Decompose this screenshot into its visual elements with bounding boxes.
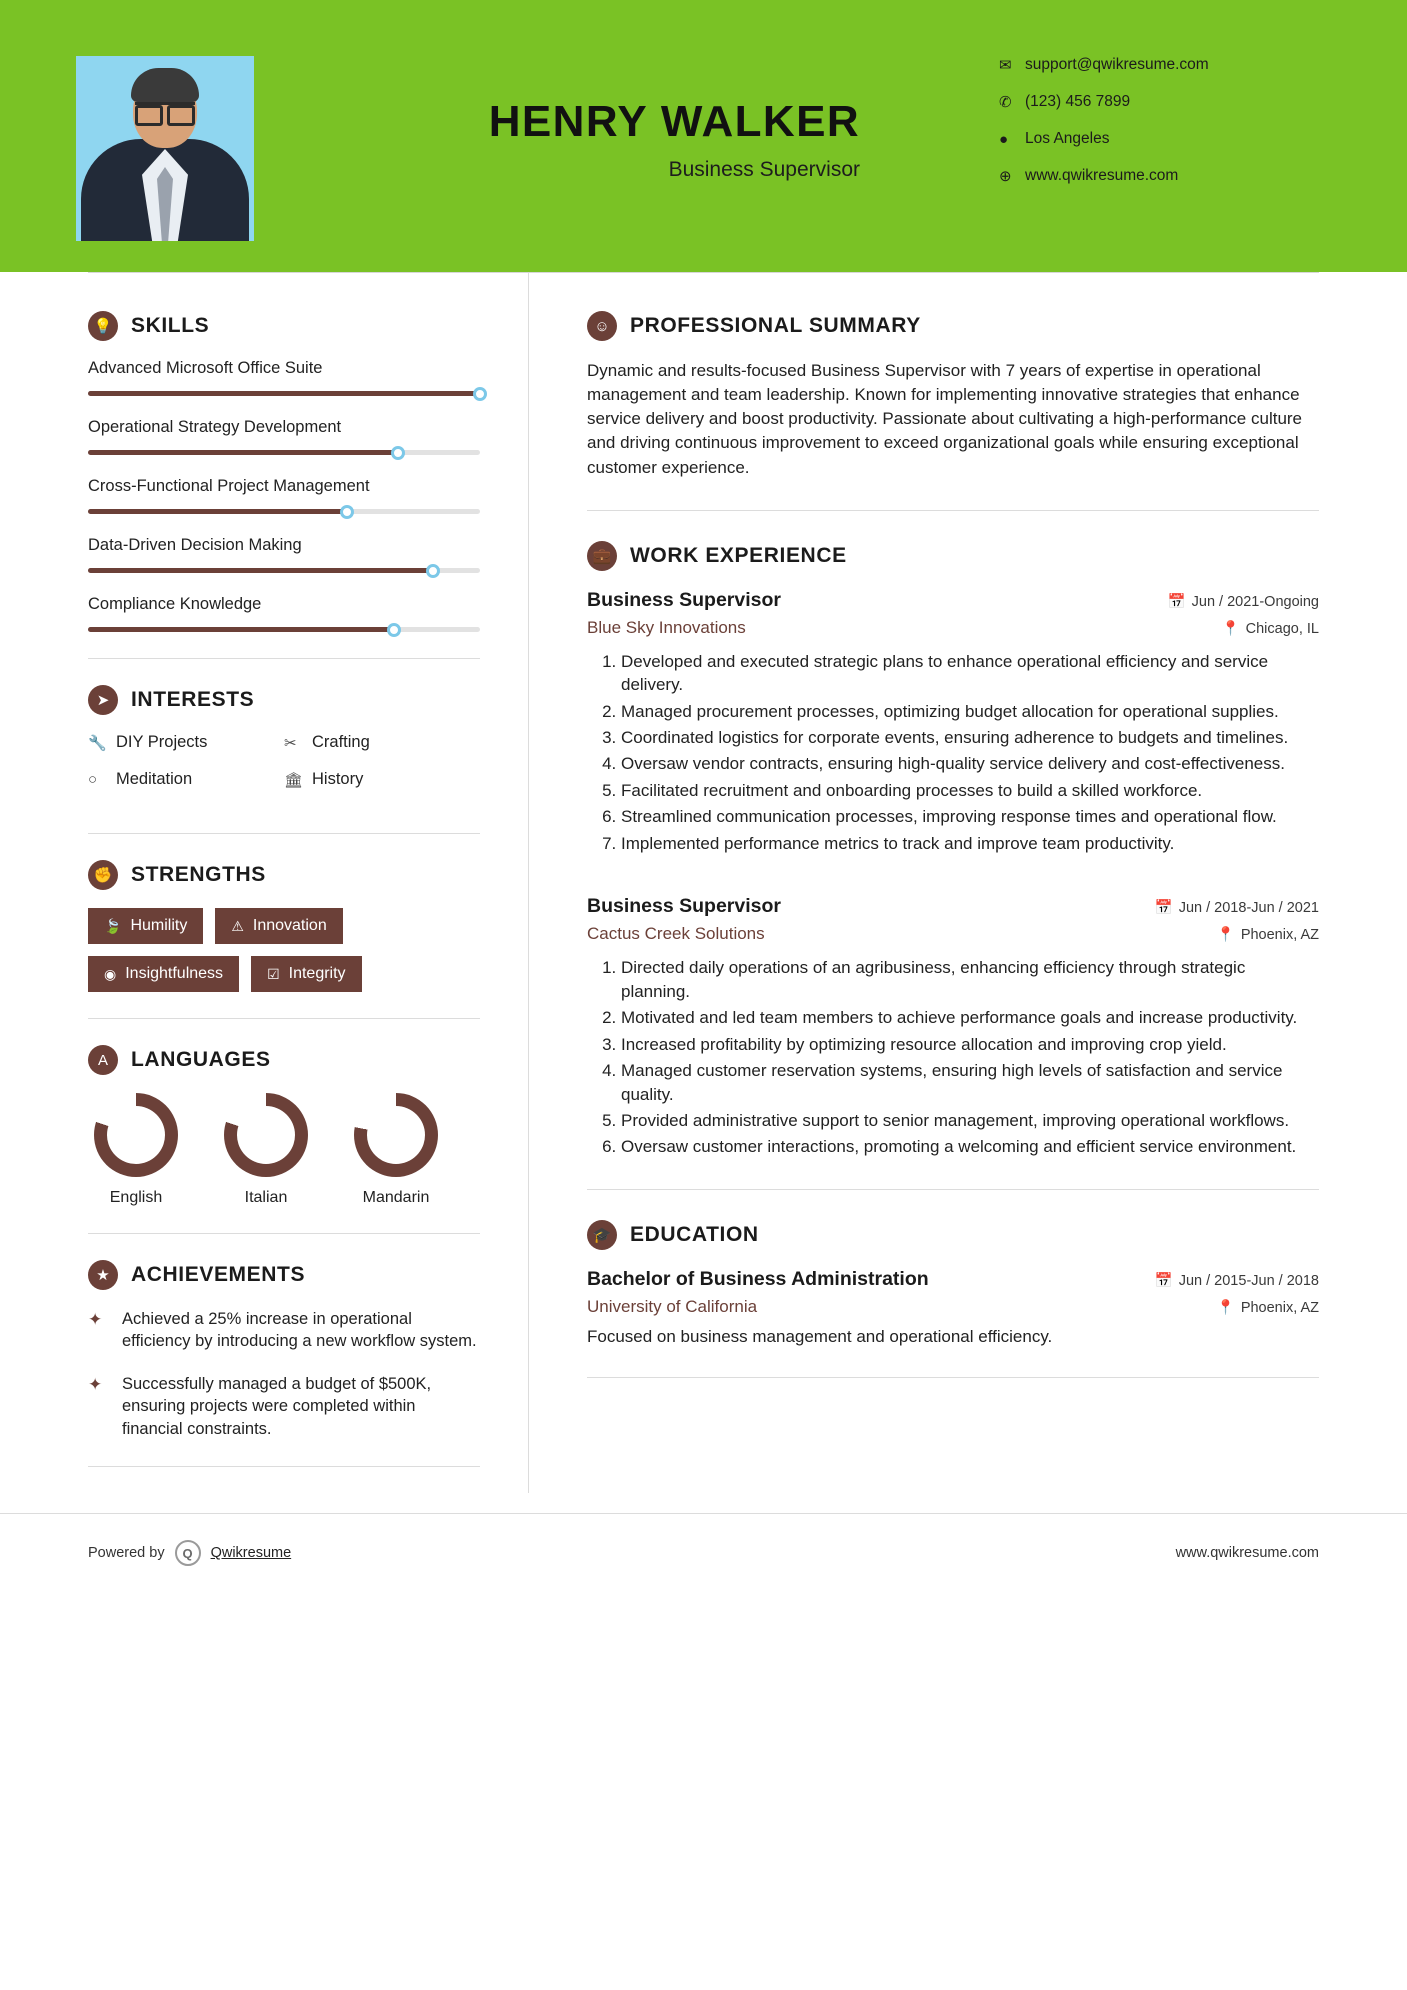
- section-interests-header: [88, 685, 480, 715]
- skill-bar: [88, 509, 480, 514]
- strength-label: Humility: [130, 917, 188, 934]
- experience-subheader: [587, 924, 1319, 944]
- location-pin-icon: ●: [999, 130, 1009, 148]
- language-label: English: [109, 1189, 163, 1206]
- divider: [88, 658, 480, 659]
- experience-entry: [587, 589, 1319, 856]
- job-location: [1222, 620, 1319, 637]
- education-description: Focused on business management and operational efficiency.: [587, 1326, 1053, 1346]
- skill-bar-knob: [426, 564, 440, 578]
- contact-website: [999, 167, 1319, 185]
- section-education-header: [587, 1220, 1319, 1250]
- fist-icon: ✊: [88, 860, 118, 890]
- section-experience-header: [587, 541, 1319, 571]
- brand-link[interactable]: Qwikresume: [210, 1545, 292, 1562]
- list-item: 4. Managed customer reservation systems, ensuring high levels of satisfaction and service quality.: [621, 1059, 1319, 1106]
- skill-label: Operational Strategy Development: [88, 418, 342, 436]
- education-location-value: Phoenix, AZ: [1240, 1299, 1319, 1316]
- skill-bar: [88, 627, 480, 632]
- education-header: [587, 1268, 1319, 1291]
- job-location: [1217, 926, 1319, 943]
- interests-list: [88, 733, 480, 807]
- job-dates: [1168, 593, 1319, 610]
- skill-bar: [88, 568, 480, 573]
- location-pin-icon: 📍: [1221, 620, 1240, 637]
- list-item: [88, 733, 284, 752]
- leaf-icon: 🍃: [104, 917, 122, 934]
- job-title: Business Supervisor: [587, 588, 781, 611]
- language-label: Mandarin: [362, 1189, 430, 1206]
- skill-label: Cross-Functional Project Management: [88, 477, 370, 495]
- section-skills-header: [88, 311, 480, 341]
- avatar-glasses: [135, 102, 195, 117]
- graduation-cap-icon: 🎓: [587, 1220, 617, 1250]
- education-subheader: [587, 1297, 1319, 1317]
- job-duties-list: [587, 650, 1319, 856]
- footer-website[interactable]: www.qwikresume.com: [1175, 1545, 1319, 1562]
- status-badge: [215, 908, 342, 944]
- contact-email: [999, 56, 1319, 74]
- job-dates-value: Jun / 2021-Ongoing: [1191, 593, 1319, 610]
- skill-bar-knob: [473, 387, 487, 401]
- skill-item: [88, 595, 480, 632]
- name-block: [300, 97, 860, 182]
- avatar-hair: [131, 68, 199, 102]
- list-item: 6. Oversaw customer interactions, promoting a welcoming and efficient service environment.: [621, 1135, 1319, 1158]
- education-dates: [1155, 1272, 1319, 1289]
- divider: [88, 1018, 480, 1019]
- skill-bar-fill: [88, 450, 398, 455]
- status-badge: [88, 908, 203, 944]
- education-location: [1217, 1299, 1319, 1316]
- education-dates-value: Jun / 2015-Jun / 2018: [1178, 1272, 1319, 1289]
- list-item: [88, 1308, 480, 1353]
- star-icon: ✦: [88, 1310, 103, 1329]
- briefcase-icon: 💼: [587, 541, 617, 571]
- section-experience-title: WORK EXPERIENCE: [630, 543, 847, 567]
- status-badge: [88, 956, 239, 992]
- paper-plane-icon: ➤: [88, 685, 118, 715]
- contact-phone-value: (123) 456 7899: [1025, 93, 1131, 110]
- list-item: 1. Directed daily operations of an agribusiness, enhancing efficiency through strategic planning.: [621, 956, 1319, 1003]
- donut-hole: [367, 1106, 425, 1164]
- interest-label: Crafting: [312, 733, 370, 751]
- skill-bar: [88, 391, 480, 396]
- phone-icon: ✆: [999, 94, 1012, 111]
- language-donut: [94, 1093, 178, 1177]
- section-languages-header: [88, 1045, 480, 1075]
- contact-list: [999, 56, 1319, 204]
- skill-item: [88, 418, 480, 455]
- list-item: 5. Provided administrative support to senior management, improving operational workflows.: [621, 1109, 1319, 1132]
- job-location-value: Phoenix, AZ: [1240, 927, 1319, 944]
- bulb-icon: ⚠: [231, 917, 244, 934]
- location-pin-icon: 📍: [1216, 927, 1235, 944]
- divider: [88, 1233, 480, 1234]
- skill-bar-fill: [88, 627, 394, 632]
- calendar-icon: 📅: [1167, 593, 1186, 610]
- strengths-list: [88, 908, 480, 992]
- contact-phone: [999, 93, 1319, 111]
- skill-bar-knob: [340, 505, 354, 519]
- footer: [0, 1513, 1407, 1596]
- job-company: Blue Sky Innovations: [587, 617, 746, 637]
- list-item: 2. Managed procurement processes, optimizing budget allocation for operational supplies.: [621, 700, 1319, 723]
- donut-hole: [237, 1106, 295, 1164]
- sidebar: [88, 273, 528, 1493]
- list-item: [284, 733, 480, 752]
- user-circle-icon: ☺: [587, 311, 617, 341]
- skill-bar-fill: [88, 509, 347, 514]
- experience-header: [587, 895, 1319, 918]
- section-skills-title: SKILLS: [131, 314, 210, 337]
- resume-header: [0, 0, 1407, 272]
- status-badge: [251, 956, 361, 992]
- achievement-text: Achieved a 25% increase in operational efficiency by introducing a new workflow system.: [122, 1310, 477, 1351]
- section-achievements-title: ACHIEVEMENTS: [131, 1263, 306, 1286]
- skill-bar-fill: [88, 391, 480, 396]
- skill-bar-knob: [391, 446, 405, 460]
- star-badge-icon: ★: [88, 1260, 118, 1290]
- list-item: 4. Oversaw vendor contracts, ensuring high-quality service delivery and cost-effectiveness.: [621, 752, 1319, 775]
- contact-email-value: support@qwikresume.com: [1025, 56, 1209, 73]
- section-achievements-header: [88, 1260, 480, 1290]
- check-square-icon: ☑: [267, 965, 280, 982]
- main-content: [528, 273, 1319, 1493]
- donut-hole: [107, 1106, 165, 1164]
- divider: [88, 833, 480, 834]
- globe-icon: ⊕: [999, 168, 1012, 185]
- divider: [88, 1466, 480, 1467]
- section-summary-title: PROFESSIONAL SUMMARY: [630, 314, 921, 337]
- section-strengths-header: [88, 860, 480, 890]
- experience-subheader: [587, 618, 1319, 638]
- footer-branding: [88, 1540, 291, 1566]
- list-item: 1. Developed and executed strategic plans to enhance operational efficiency and service delivery.: [621, 650, 1319, 697]
- strength-label: Innovation: [252, 917, 327, 934]
- contact-website-value: www.qwikresume.com: [1025, 167, 1179, 184]
- experience-entry: [587, 895, 1319, 1159]
- list-item: 7. Implemented performance metrics to track and improve team productivity.: [621, 832, 1319, 855]
- section-strengths-title: STRENGTHS: [131, 863, 266, 886]
- skill-item: [88, 477, 480, 514]
- language-label: Italian: [244, 1189, 288, 1206]
- job-title: Business Supervisor: [587, 895, 781, 918]
- divider: [587, 1377, 1319, 1378]
- language-donut: [224, 1093, 308, 1177]
- list-item: 5. Facilitated recruitment and onboarding processes to build a skilled workforce.: [621, 779, 1319, 802]
- list-item: 2. Motivated and led team members to achieve performance goals and increase productivity.: [621, 1006, 1319, 1029]
- job-duties-list: [587, 956, 1319, 1159]
- list-item: [348, 1093, 444, 1207]
- skill-item: [88, 359, 480, 396]
- skill-label: Compliance Knowledge: [88, 595, 262, 613]
- section-interests-title: INTERESTS: [131, 688, 255, 711]
- strength-label: Insightfulness: [125, 965, 224, 982]
- list-item: [284, 770, 480, 789]
- interest-label: Meditation: [116, 770, 193, 788]
- job-dates-value: Jun / 2018-Jun / 2021: [1178, 900, 1319, 917]
- experience-header: [587, 589, 1319, 612]
- job-location-value: Chicago, IL: [1245, 620, 1319, 637]
- wrench-icon: 🔧: [88, 734, 107, 752]
- skill-item: [88, 536, 480, 573]
- strength-label: Integrity: [288, 965, 346, 982]
- lightbulb-icon: 💡: [88, 311, 118, 341]
- divider: [587, 510, 1319, 511]
- list-item: [88, 770, 284, 789]
- translate-icon: A: [88, 1045, 118, 1075]
- section-languages-title: LANGUAGES: [131, 1048, 271, 1071]
- skill-bar-knob: [387, 623, 401, 637]
- interest-label: History: [312, 770, 364, 788]
- section-education-title: EDUCATION: [630, 1222, 759, 1246]
- scissors-icon: ✂: [284, 734, 297, 752]
- language-donut: [354, 1093, 438, 1177]
- education-entry: [587, 1268, 1319, 1347]
- degree-title: Bachelor of Business Administration: [587, 1267, 929, 1290]
- skill-label: Advanced Microsoft Office Suite: [88, 359, 323, 377]
- resume-body: [0, 273, 1407, 1493]
- job-company: Cactus Creek Solutions: [587, 924, 765, 944]
- contact-location: [999, 130, 1319, 148]
- summary-text: Dynamic and results-focused Business Supervisor with 7 years of expertise in operational management and team leadership. Known for implementing innovative strategies that enhance service delivery and boost productivity. Passionate about cultivating a high-performance culture and driving continuous improvement to exceed organizational goals while ensuring exceptional customer experience.: [587, 361, 1303, 477]
- bank-icon: 🏛: [284, 771, 304, 789]
- qwikresume-logo-icon: Q: [175, 1540, 201, 1566]
- list-item: [218, 1093, 314, 1207]
- envelope-icon: ✉: [999, 57, 1012, 74]
- list-item: [88, 1373, 480, 1440]
- list-item: 6. Streamlined communication processes, improving response times and operational flow.: [621, 805, 1319, 828]
- page-title: HENRY WALKER: [488, 97, 860, 146]
- section-summary-header: [587, 311, 1319, 341]
- job-role: Business Supervisor: [668, 158, 860, 181]
- skill-bar-fill: [88, 568, 433, 573]
- job-dates: [1155, 899, 1319, 916]
- skill-bar: [88, 450, 480, 455]
- languages-list: [88, 1093, 480, 1207]
- star-icon: ✦: [88, 1374, 103, 1394]
- list-item: 3. Increased profitability by optimizing resource allocation and improving crop yield.: [621, 1033, 1319, 1056]
- calendar-icon: 📅: [1154, 1272, 1173, 1289]
- calendar-icon: 📅: [1154, 900, 1173, 917]
- avatar: [76, 56, 254, 241]
- achievement-text: Successfully managed a budget of $500K, ensuring projects were completed within financial constraints.: [122, 1374, 432, 1438]
- divider: [587, 1189, 1319, 1190]
- skill-label: Data-Driven Decision Making: [88, 536, 302, 554]
- eye-icon: ◉: [104, 965, 117, 982]
- list-item: [88, 1093, 184, 1207]
- contact-location-value: Los Angeles: [1025, 130, 1110, 147]
- powered-by-label: Powered by: [88, 1545, 165, 1562]
- interest-label: DIY Projects: [116, 733, 208, 751]
- school-name: University of California: [587, 1296, 758, 1316]
- list-item: 3. Coordinated logistics for corporate events, ensuring adherence to budgets and timelines.: [621, 726, 1319, 749]
- circle-icon: ○: [88, 771, 98, 788]
- location-pin-icon: 📍: [1216, 1299, 1235, 1316]
